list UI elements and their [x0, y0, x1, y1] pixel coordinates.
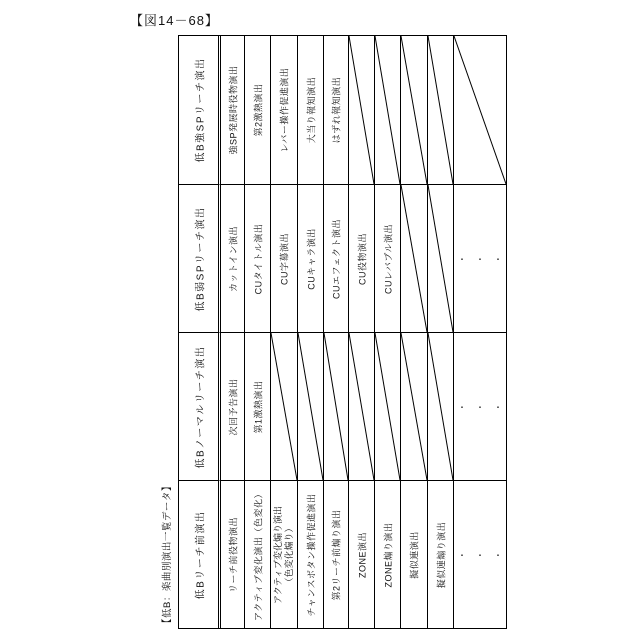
effect-name-cell [374, 184, 400, 332]
diagonal-line-icon [454, 36, 506, 184]
effect-name-cell [244, 184, 270, 332]
effect-name-label: はずれ報知演出 [331, 76, 342, 144]
effect-name-label: アクティブ変化煽り演出 （色変化煽り） [273, 505, 294, 604]
effect-name-cell [348, 480, 374, 628]
effect-name-cell [244, 36, 270, 184]
diagonal-empty-cell [348, 36, 374, 184]
effect-name-label: チャンスボタン操作促進演出 [306, 493, 316, 616]
diagonal-line-icon [401, 185, 427, 332]
diagonal-empty-cell [400, 332, 427, 480]
effect-name-label: レバー操作促進演出 [279, 67, 290, 153]
effect-name-label: 大当り報知演出 [306, 76, 316, 144]
diagonal-empty-cell [400, 184, 427, 332]
effects-table [178, 35, 512, 629]
diagonal-empty-cell [427, 36, 453, 184]
diagonal-line-icon [271, 333, 297, 480]
effect-name-cell [218, 480, 244, 628]
row-header-label: 低Bリーチ前演出 [195, 510, 206, 599]
effect-name-label: 第1激熱演出 [253, 379, 263, 434]
effect-name-cell [323, 480, 348, 628]
diagonal-line-icon [428, 36, 453, 184]
continuation-dots-cell [453, 184, 512, 332]
effect-name-label: CU役物演出 [357, 232, 367, 285]
effect-name-label: CUレバブル演出 [383, 223, 393, 294]
diagonal-line-icon [375, 36, 400, 184]
table-caption-label: 【低B：楽曲別演出一覧データ】 [162, 481, 173, 628]
effect-name-cell [297, 36, 323, 184]
diagonal-empty-cell [400, 36, 427, 184]
effect-name-label: ZONE演出 [357, 531, 367, 578]
diagonal-empty-cell [374, 332, 400, 480]
effect-name-cell [323, 36, 348, 184]
effect-name-cell [244, 332, 270, 480]
effect-name-label: リーチ前役物演出 [228, 516, 238, 593]
effect-name-label: 第2激熱演出 [253, 83, 263, 137]
diagonal-empty-cell [323, 332, 348, 480]
effect-name-cell [270, 184, 297, 332]
effect-name-cell [244, 480, 270, 628]
effect-name-cell [297, 184, 323, 332]
diagonal-empty-cell [270, 332, 297, 480]
row-header-cell [179, 36, 218, 184]
continuation-dots-cell [453, 480, 512, 628]
effect-name-label: 第2リーチ前煽り演出 [331, 508, 342, 601]
diagonal-line-icon [349, 36, 374, 184]
effect-name-label: 強SP発展時役物演出 [228, 65, 238, 155]
effect-name-label: CUエフェクト演出 [331, 218, 342, 299]
effect-name-cell [218, 184, 244, 332]
diagonal-empty-cell [348, 332, 374, 480]
effect-name-cell [400, 480, 427, 628]
ellipsis-dots: ・・・ [457, 254, 512, 264]
effect-name-cell [270, 480, 297, 628]
effect-name-label: 擬似連演出 [409, 530, 420, 579]
diagonal-line-icon [298, 333, 323, 480]
ellipsis-dots: ・・・ [457, 402, 512, 412]
effect-name-cell [270, 36, 297, 184]
row-header-cell [179, 332, 218, 480]
effect-name-cell [297, 480, 323, 628]
effect-name-label: 次回予告演出 [228, 377, 238, 436]
effect-name-label: CUキャラ演出 [306, 227, 316, 290]
diagonal-empty-cell [297, 332, 323, 480]
diagonal-line-icon [401, 333, 427, 480]
effect-name-label: 擬似連煽り演出 [436, 521, 446, 588]
diagonal-line-icon [349, 333, 374, 480]
diagonal-empty-cell [453, 36, 506, 184]
effect-name-label: カットイン演出 [228, 225, 238, 292]
effect-name-label: CU字幕演出 [279, 232, 290, 285]
diagonal-empty-cell [374, 36, 400, 184]
row-header-cell [179, 184, 218, 332]
effect-name-cell [218, 36, 244, 184]
row-header-cell [179, 480, 218, 628]
effect-name-cell [374, 480, 400, 628]
effect-name-cell [218, 332, 244, 480]
row-header-label: 低B強SPリーチ演出 [195, 57, 206, 163]
effect-name-label: ZONE煽り演出 [383, 521, 393, 588]
continuation-dots-cell [453, 332, 512, 480]
diagonal-line-icon [324, 333, 348, 480]
ellipsis-dots: ・・・ [457, 550, 512, 560]
figure-number-title: 【図14－68】 [130, 13, 219, 28]
row-header-label: 低Bノーマルリーチ演出 [195, 345, 206, 468]
effect-name-cell [348, 184, 374, 332]
diagonal-line-icon [375, 333, 400, 480]
effect-name-label: CUタイトル演出 [253, 223, 263, 294]
row-header-label: 低B弱SPリーチ演出 [195, 205, 206, 312]
diagonal-line-icon [401, 36, 427, 184]
effect-name-label: アクティブ変化演出（色変化） [253, 488, 263, 621]
effect-name-cell [323, 184, 348, 332]
